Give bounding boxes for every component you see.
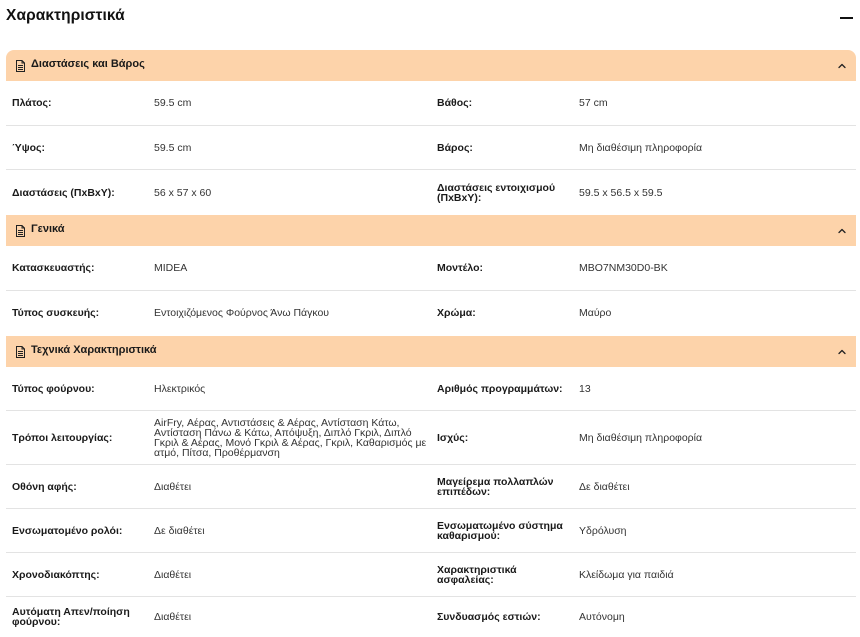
spec-value-text: Διαθέτει (154, 611, 192, 623)
spec-value-text: Ηλεκτρικός (154, 382, 206, 395)
chevron-up-icon[interactable] (836, 59, 848, 71)
spec-row (6, 246, 856, 291)
spec-label (12, 126, 147, 169)
spec-value (579, 367, 849, 410)
spec-row (6, 291, 856, 335)
spec-row (6, 597, 856, 637)
spec-label (437, 509, 575, 552)
spec-value-text: Αυτόνομη (579, 611, 625, 623)
spec-value-text: AirFry, Αέρας, Αντιστάσεις & Αέρας, Αντίσταση Κάτω, Αντίσταση Πάνω & Κάτω, Απόψυξη, Διπλό Γκριλ, Διπλό Γκριλ & Αέρας, Μονό Γκριλ & Αέρας, Γκριλ, Καθαρισμός με ατμό, Πίτσα, Προθέρμανση (154, 416, 427, 459)
spec-label-text: Πλάτος: (12, 97, 52, 109)
section-header-dimensions-weight[interactable] (6, 50, 856, 81)
spec-label (12, 367, 147, 410)
spec-value-text: Εντοιχιζόμενος Φούρνος Άνω Πάγκου (154, 307, 330, 319)
spec-value (154, 126, 432, 169)
spec-row (6, 170, 856, 215)
spec-value (579, 246, 849, 290)
spec-value (154, 465, 432, 508)
spec-value (154, 291, 432, 335)
spec-label-text: Ύψος: (12, 141, 46, 154)
spec-label (12, 509, 147, 552)
spec-value-text: Διαθέτει (154, 480, 192, 493)
spec-value-text: Διαθέτει (154, 568, 192, 581)
spec-label (437, 411, 575, 464)
spec-label-text: Οθόνη αφής: (12, 480, 77, 493)
spec-row (6, 465, 856, 509)
spec-value (579, 81, 849, 125)
spec-label (437, 553, 575, 596)
spec-value-text: Υδρόλυση (579, 524, 627, 537)
spec-value (154, 170, 432, 215)
spec-label-text: Μαγείρεμα πολλαπλών επιπέδων: (437, 475, 554, 498)
minus-icon[interactable] (840, 17, 853, 19)
spec-label-text: Κατασκευαστής: (12, 262, 95, 274)
spec-value (579, 170, 849, 215)
spec-label-text: Τρόποι λειτουργίας: (12, 431, 113, 444)
spec-label (437, 465, 575, 508)
spec-label-text: Ενσωματομένο ρολόι: (12, 524, 123, 537)
spec-value-text: Μαύρο (579, 307, 612, 319)
spec-value (579, 291, 849, 335)
spec-label (12, 81, 147, 125)
spec-label-text: Τύπος φούρνου: (12, 382, 95, 395)
spec-label-text: Χρώμα: (437, 307, 476, 319)
spec-value-text: Δε διαθέτει (154, 524, 205, 537)
spec-label (12, 597, 147, 637)
spec-value (579, 126, 849, 169)
spec-value-text: 56 x 57 x 60 (154, 186, 212, 199)
spec-label-text: Διαστάσεις εντοιχισμού (ΠxΒxΥ): (437, 181, 556, 204)
spec-value (154, 81, 432, 125)
spec-value (579, 411, 849, 464)
spec-value (154, 411, 432, 464)
spec-value-text: MBO7NM30D0-BK (579, 262, 668, 274)
spec-value-text: 59.5 cm (154, 141, 192, 154)
spec-label-text: Διαστάσεις (ΠxΒxΥ): (12, 186, 115, 199)
spec-label-text: Συνδυασμός εστιών: (437, 611, 541, 623)
spec-label (437, 246, 575, 290)
chevron-up-icon[interactable] (836, 224, 848, 236)
spec-label-text: Ενσωματωμένο σύστημα καθαρισμού: (437, 519, 563, 542)
section-title: Διαστάσεις και Βάρος (31, 58, 145, 70)
spec-value-text: Δε διαθέτει (579, 480, 630, 493)
page-title: Χαρακτηριστικά (6, 7, 125, 24)
spec-label-text: Μοντέλο: (437, 262, 484, 274)
spec-row (6, 126, 856, 170)
spec-row (6, 81, 856, 126)
spec-label (12, 553, 147, 596)
spec-label-text: Αυτόματη Απεν/ποίηση φούρνου: (12, 606, 130, 628)
spec-label-text: Αριθμός προγραμμάτων: (437, 382, 563, 395)
document-icon (16, 224, 25, 236)
spec-value-text: Μη διαθέσιμη πληροφορία (579, 141, 703, 154)
chevron-up-icon[interactable] (836, 345, 848, 357)
spec-label-text: Τύπος συσκευής: (12, 307, 100, 319)
spec-label-text: Χρονοδιακόπτης: (12, 568, 100, 581)
section-header-technical-features[interactable] (6, 336, 856, 367)
spec-label-text: Βάθος: (437, 97, 473, 109)
spec-value (154, 553, 432, 596)
document-icon (16, 59, 25, 71)
spec-value (154, 597, 432, 637)
spec-label (437, 126, 575, 169)
spec-value (579, 553, 849, 596)
spec-value (154, 509, 432, 552)
spec-label (437, 170, 575, 215)
spec-label (437, 291, 575, 335)
spec-row (6, 411, 856, 465)
spec-label (12, 170, 147, 215)
spec-row (6, 367, 856, 411)
spec-label (437, 367, 575, 410)
spec-label (437, 597, 575, 637)
spec-label (12, 411, 147, 464)
spec-value (579, 597, 849, 637)
spec-row (6, 509, 856, 553)
spec-value-text: Μη διαθέσιμη πληροφορία (579, 431, 703, 444)
spec-value (579, 509, 849, 552)
spec-value-text: MIDEA (154, 262, 188, 274)
spec-row (6, 553, 856, 597)
spec-label-text: Ισχύς: (437, 431, 469, 444)
spec-value-text: 13 (579, 382, 591, 395)
spec-value (154, 367, 432, 410)
spec-value-text: 57 cm (579, 97, 608, 109)
spec-value-text: 59.5 x 56.5 x 59.5 (579, 186, 663, 199)
document-icon (16, 345, 25, 357)
spec-value-text: Κλείδωμα για παιδιά (579, 568, 674, 581)
spec-label (12, 291, 147, 335)
spec-label (437, 81, 575, 125)
spec-value-text: 59.5 cm (154, 97, 192, 109)
section-title: Γενικά (31, 223, 65, 235)
spec-label (12, 246, 147, 290)
section-header-general[interactable] (6, 215, 856, 246)
page-header (0, 0, 860, 36)
section-title: Τεχνικά Χαρακτηριστικά (31, 344, 157, 356)
spec-label (12, 465, 147, 508)
spec-value (579, 465, 849, 508)
spec-label-text: Χαρακτηριστικά ασφαλείας: (437, 563, 517, 586)
spec-value (154, 246, 432, 290)
spec-label-text: Βάρος: (437, 141, 473, 154)
